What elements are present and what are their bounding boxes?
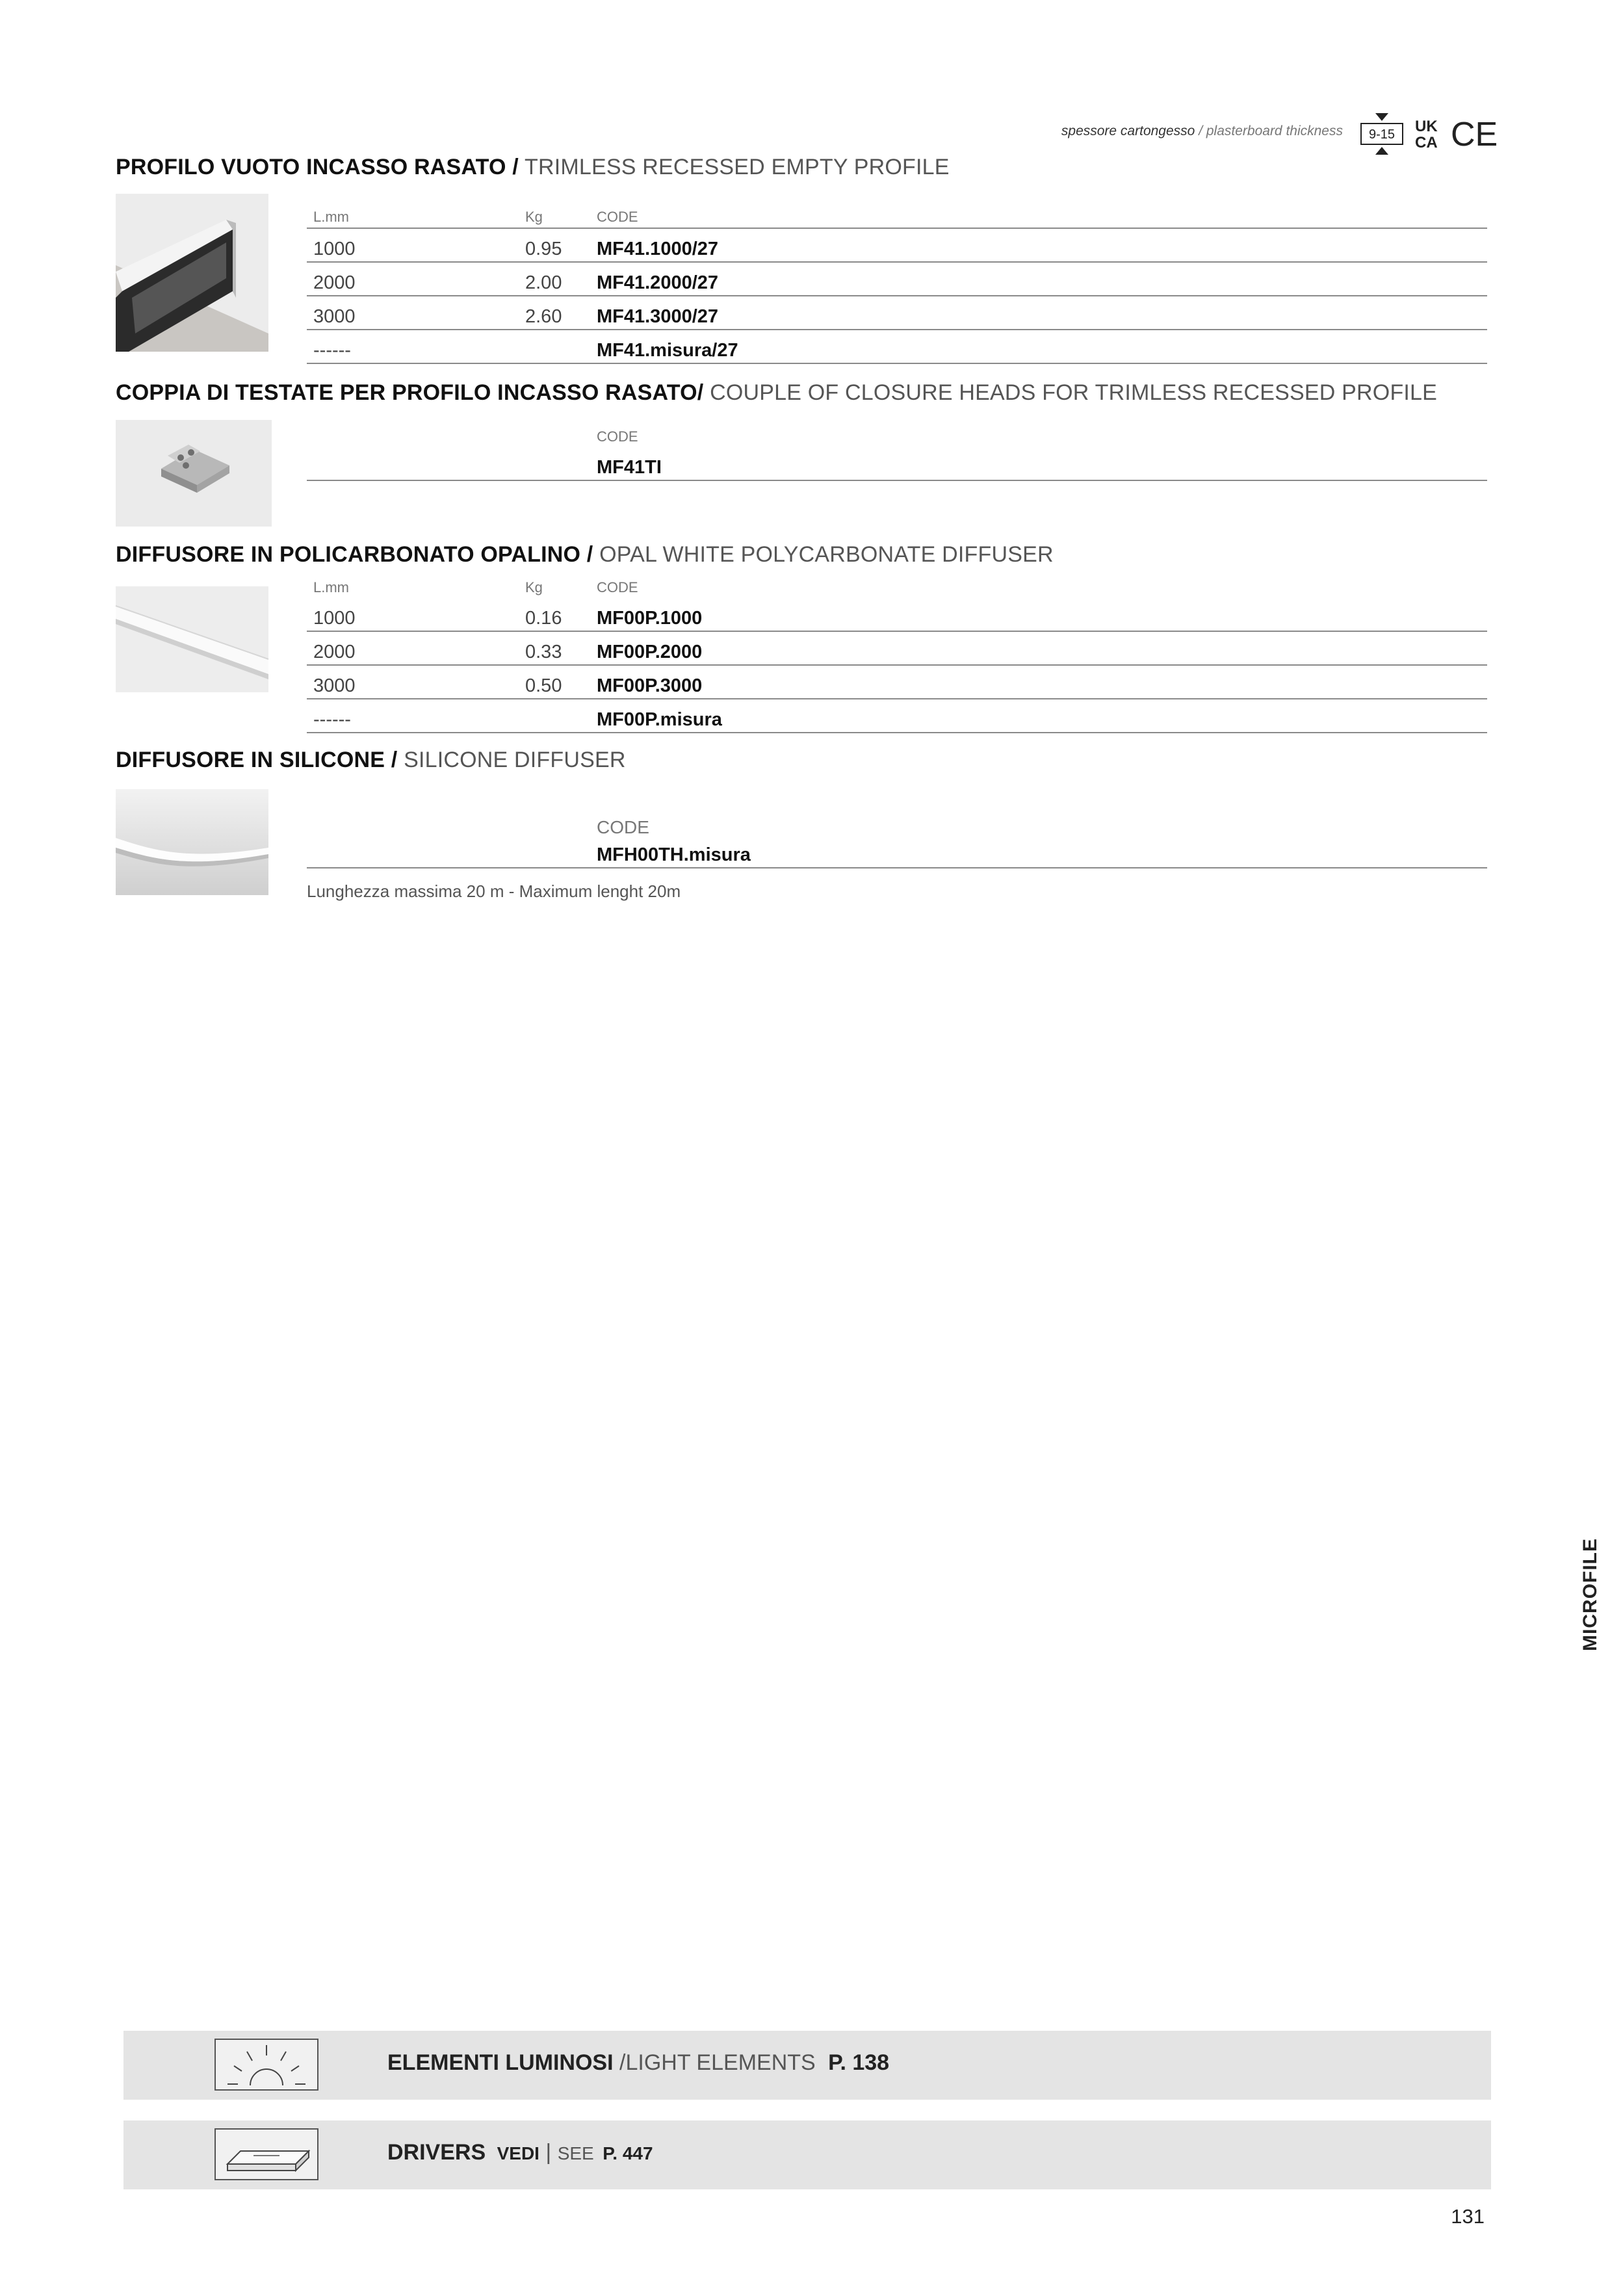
section-title-silicone-diffuser: [116, 748, 626, 773]
silicone-diffuser-table: [307, 816, 1487, 868]
row-code: MF00P.2000: [597, 642, 703, 662]
section-title-en: OPAL WHITE POLYCARBONATE DIFFUSER: [599, 542, 1054, 567]
row-length: ------: [313, 340, 351, 361]
row-code: MF41.misura/27: [597, 340, 738, 361]
band-sub: LIGHT ELEMENTS: [625, 2050, 816, 2075]
band-sep: /: [619, 2050, 626, 2075]
row-kg: 2.60: [525, 306, 562, 327]
light-elements-label: [387, 2050, 889, 2076]
section-title-it: PROFILO VUOTO INCASSO RASATO /: [116, 155, 519, 179]
table-row: [307, 598, 1487, 632]
row-code: MF00P.misura: [597, 709, 722, 730]
row-kg: 0.95: [525, 239, 562, 259]
section-title-it: DIFFUSORE IN SILICONE /: [116, 748, 398, 772]
plasterboard-thickness-label: [1061, 124, 1343, 139]
band-vedi: VEDI: [497, 2143, 539, 2163]
band-title: ELEMENTI LUMINOSI: [387, 2050, 614, 2075]
header-code: CODE: [597, 209, 638, 225]
band-page[interactable]: P. 138: [828, 2050, 890, 2075]
row-length: 2000: [313, 642, 356, 662]
row-length: 3000: [313, 675, 356, 696]
drivers-band[interactable]: [123, 2120, 1491, 2189]
thickness-badge-icon: [1360, 112, 1404, 156]
closure-heads-image: [116, 420, 272, 527]
row-length: 1000: [313, 239, 356, 259]
row-kg: 0.16: [525, 608, 562, 629]
thickness-it: spessore cartongesso: [1061, 124, 1195, 138]
table-header-row: [307, 573, 1487, 598]
thickness-sep: /: [1199, 124, 1203, 138]
thickness-en: plasterboard thickness: [1206, 124, 1343, 138]
table-header-row: [307, 816, 1487, 840]
table-row: [307, 296, 1487, 330]
row-kg: 0.50: [525, 675, 562, 696]
trimless-profile-image: [116, 194, 268, 352]
row-code: MF41.3000/27: [597, 306, 719, 327]
closure-heads-table: [307, 423, 1487, 481]
header-code: CODE: [597, 579, 638, 595]
opal-diffuser-image: [116, 586, 268, 692]
row-kg: 2.00: [525, 272, 562, 293]
table-row: [307, 330, 1487, 364]
section-title-it: DIFFUSORE IN POLICARBONATO OPALINO /: [116, 542, 593, 567]
section-title-en: TRIMLESS RECESSED EMPTY PROFILE: [525, 155, 950, 179]
side-label-microfile: MICROFILE: [1579, 1538, 1601, 1651]
opal-diffuser-table: [307, 573, 1487, 733]
row-code: MFH00TH.misura: [597, 844, 751, 865]
row-code: MF00P.3000: [597, 675, 703, 696]
row-code: MF00P.1000: [597, 608, 703, 629]
band-sep: |: [545, 2140, 552, 2165]
header-code: CODE: [597, 817, 649, 837]
silicone-diffuser-image: [116, 789, 268, 895]
row-code: MF41TI: [597, 457, 662, 478]
header-kg: Kg: [525, 579, 543, 595]
light-elements-band[interactable]: [123, 2031, 1491, 2100]
ukca-mark-icon: [1414, 117, 1446, 150]
ukca-line2: CA: [1415, 134, 1438, 151]
thickness-badge-text: 9-15: [1368, 127, 1396, 142]
max-length-note: Lunghezza massima 20 m - Maximum lenght 20m: [307, 881, 681, 901]
row-kg: 0.33: [525, 642, 562, 662]
table-row: [307, 666, 1487, 699]
row-length: 1000: [313, 608, 356, 629]
header-code: CODE: [597, 428, 638, 445]
section-title-en: COUPLE OF CLOSURE HEADS FOR TRIMLESS RECESSED PROFILE: [710, 380, 1438, 405]
trimless-profile-table: [307, 203, 1487, 364]
page-number: 131: [1451, 2205, 1485, 2228]
section-title-opal-diffuser: [116, 542, 1054, 567]
row-length: ------: [313, 709, 351, 730]
header-length: L.mm: [313, 579, 349, 595]
table-row: [307, 263, 1487, 296]
ukca-line1: UK: [1415, 118, 1438, 135]
section-title-en: SILICONE DIFFUSER: [404, 748, 626, 772]
header-kg: Kg: [525, 209, 543, 225]
section-title-it: COPPIA DI TESTATE PER PROFILO INCASSO RASATO/: [116, 380, 704, 405]
row-code: MF41.2000/27: [597, 272, 719, 293]
header-length: L.mm: [313, 209, 349, 225]
table-row: [307, 840, 1487, 868]
row-length: 3000: [313, 306, 356, 327]
table-row: [307, 229, 1487, 263]
row-length: 2000: [313, 272, 356, 293]
ce-text: CE: [1451, 116, 1498, 153]
table-row: [307, 699, 1487, 733]
band-page[interactable]: P. 447: [603, 2143, 653, 2163]
light-elements-icon: [214, 2039, 318, 2091]
ce-mark-icon: [1451, 114, 1498, 153]
band-title: DRIVERS: [387, 2140, 486, 2165]
band-see: SEE: [557, 2143, 594, 2163]
table-row: [307, 632, 1487, 666]
drivers-label: [387, 2140, 653, 2165]
section-title-trimless-profile: [116, 155, 950, 180]
table-header-row: [307, 203, 1487, 229]
row-code: MF41.1000/27: [597, 239, 719, 259]
section-title-closure-heads: [116, 380, 1437, 406]
driver-icon: [214, 2128, 318, 2180]
table-header-row: [307, 423, 1487, 447]
table-row: [307, 447, 1487, 481]
